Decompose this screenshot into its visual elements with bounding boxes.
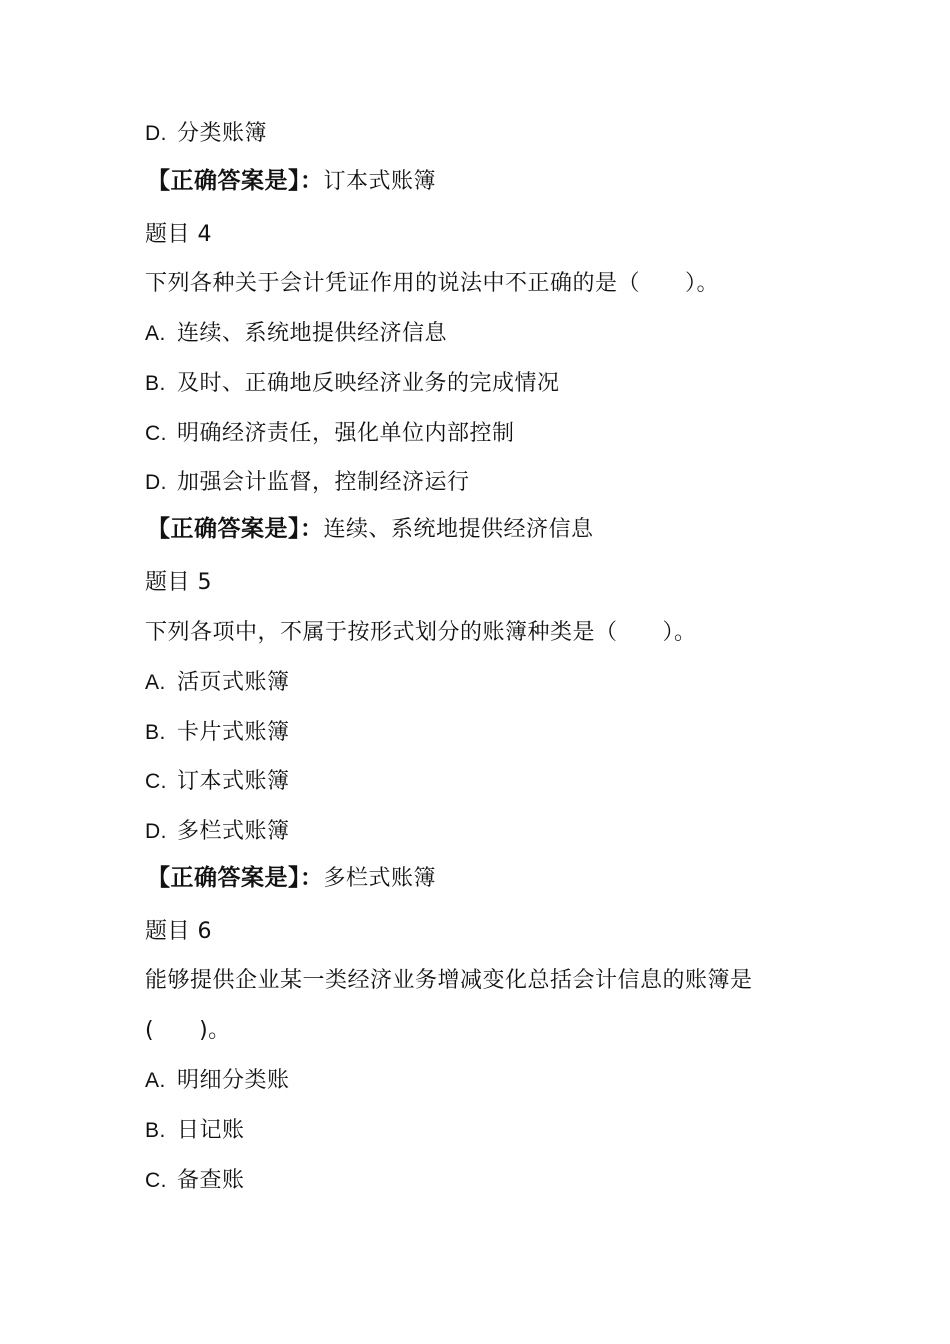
option-text: 日记账: [177, 1118, 245, 1143]
answer-label: 【正确答案是】：: [147, 516, 324, 542]
option-text: 卡片式账簿: [177, 720, 290, 745]
answer-label: 【正确答案是】：: [147, 168, 324, 194]
option-letter: C.: [145, 770, 167, 793]
option-letter: B.: [145, 372, 166, 395]
question-stem-6-line2: ( )。: [145, 1018, 231, 1043]
correct-answer-q3: [147, 166, 436, 197]
option-c: [145, 1166, 245, 1196]
option-b: [145, 369, 560, 399]
question-title-5: 题目 5: [145, 570, 212, 595]
option-a: [145, 319, 447, 349]
correct-answer-q5: [147, 863, 436, 894]
option-text: 多栏式账簿: [177, 819, 290, 844]
option-letter: A.: [145, 1069, 166, 1092]
option-letter: D.: [145, 471, 167, 494]
option-text: 连续、系统地提供经济信息: [177, 321, 448, 346]
answer-text: 订本式账簿: [323, 169, 437, 194]
option-d: [145, 468, 470, 498]
option-letter: D.: [145, 122, 167, 145]
option-text: 及时、正确地反映经济业务的完成情况: [177, 371, 560, 396]
option-a: [145, 1066, 290, 1096]
option-letter: C.: [145, 1169, 167, 1192]
option-c: [145, 767, 290, 797]
option-d: [145, 119, 267, 149]
option-letter: C.: [145, 422, 167, 445]
question-stem-5: 下列各项中，不属于按形式划分的账簿种类是（ ）。: [145, 620, 697, 645]
option-letter: B.: [145, 721, 166, 744]
question-title-4: 题目 4: [145, 222, 212, 247]
option-c: [145, 419, 515, 449]
correct-answer-q4: [147, 514, 594, 545]
option-text: 活页式账簿: [177, 670, 290, 695]
question-stem-6-line1: 能够提供企业某一类经济业务增减变化总括会计信息的账簿是: [145, 968, 753, 993]
answer-label: 【正确答案是】：: [147, 865, 324, 891]
option-b: [145, 718, 290, 748]
option-b: [145, 1116, 245, 1146]
answer-text: 多栏式账簿: [323, 866, 437, 891]
option-letter: A.: [145, 322, 166, 345]
answer-text: 连续、系统地提供经济信息: [323, 517, 594, 542]
question-stem-4: 下列各种关于会计凭证作用的说法中不正确的是（ ）。: [145, 271, 720, 296]
option-text: 明确经济责任，强化单位内部控制: [177, 421, 515, 446]
option-text: 加强会计监督，控制经济运行: [177, 470, 470, 495]
option-letter: A.: [145, 671, 166, 694]
option-text: 订本式账簿: [177, 769, 290, 794]
option-text: 分类账簿: [177, 121, 268, 146]
option-letter: D.: [145, 820, 167, 843]
question-title-6: 题目 6: [145, 919, 212, 944]
option-letter: B.: [145, 1119, 166, 1142]
option-a: [145, 668, 290, 698]
option-text: 明细分类账: [177, 1068, 290, 1093]
option-text: 备查账: [177, 1168, 245, 1193]
option-d: [145, 817, 290, 847]
